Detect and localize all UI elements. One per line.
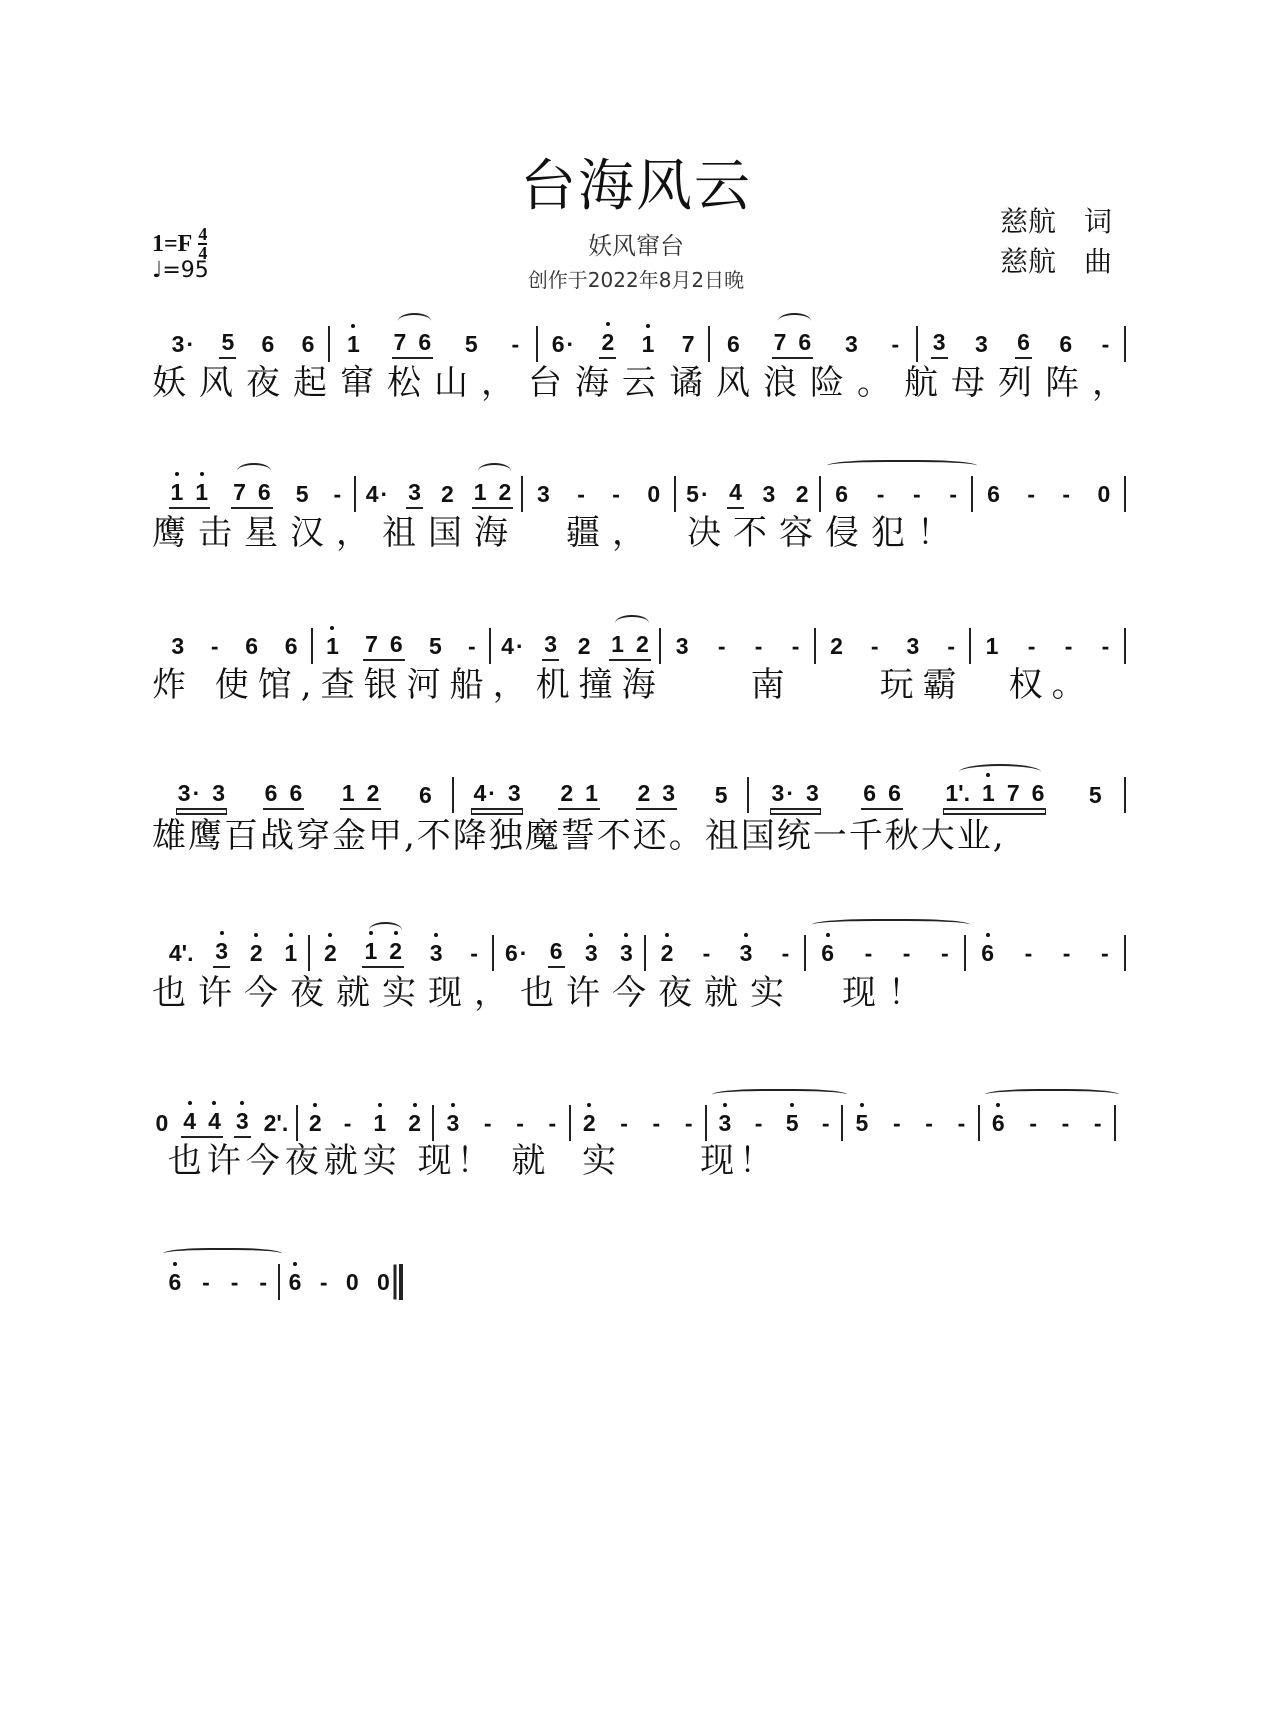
- tie: [712, 1089, 846, 1103]
- beamed-group: [636, 780, 678, 810]
- note: 4'.: [168, 940, 194, 966]
- tie: [827, 460, 978, 474]
- note: 6: [1059, 331, 1073, 357]
- note: 6: [1017, 329, 1030, 355]
- high-octave-dot: [587, 1103, 591, 1107]
- note: 1: [611, 631, 624, 657]
- barline: [1124, 628, 1126, 664]
- high-octave-dot: [744, 933, 748, 937]
- note: 2: [659, 940, 676, 966]
- note: 1: [371, 1110, 388, 1136]
- measure: [843, 1103, 977, 1143]
- high-octave-dot: [328, 933, 332, 937]
- note: 3: [171, 633, 185, 659]
- note: 1: [341, 780, 355, 806]
- note: 3: [213, 938, 230, 964]
- final-barline: [399, 1264, 403, 1300]
- note: 5: [295, 481, 309, 507]
- dash: -: [1101, 331, 1110, 357]
- note: 2'.: [263, 1110, 289, 1136]
- note: 6: [284, 633, 298, 659]
- note: 7: [393, 329, 407, 355]
- slur: [369, 922, 402, 938]
- note: 2: [635, 631, 649, 657]
- dash: -: [202, 1269, 210, 1295]
- time-top: 4: [198, 224, 208, 244]
- high-octave-dot: [434, 933, 438, 937]
- song-title: 台海风云: [520, 154, 752, 219]
- beamed-group: [471, 780, 522, 810]
- composer-credit: [1000, 242, 1112, 282]
- note: 1: [345, 331, 362, 357]
- key-signature: [152, 226, 207, 262]
- high-octave-dot: [173, 1262, 177, 1266]
- lyric-line: 也许今夜就实现，也许今夜就实 现！: [152, 973, 934, 1013]
- note: 3: [444, 1110, 461, 1136]
- dash: -: [947, 633, 955, 659]
- note: 6: [990, 1110, 1007, 1136]
- dash: -: [754, 1110, 763, 1136]
- rest: 0: [377, 1269, 390, 1295]
- note: 1: [585, 780, 598, 806]
- high-octave-dot: [646, 324, 650, 328]
- note: 2: [498, 479, 512, 505]
- high-octave-dot: [313, 1103, 317, 1107]
- dash: -: [941, 940, 949, 966]
- key-label: 1=F: [152, 230, 193, 257]
- dash: -: [781, 940, 790, 966]
- note: 2: [387, 938, 404, 964]
- lyricist-role: 词: [1084, 205, 1113, 238]
- dash: -: [821, 1110, 830, 1136]
- lyricist-credit: [1000, 202, 1112, 242]
- high-octave-dot: [996, 1103, 1000, 1107]
- note: 6: [261, 331, 275, 357]
- dash: -: [511, 331, 520, 357]
- note: 6: [819, 940, 836, 966]
- slur: [478, 463, 511, 479]
- note: 3·: [771, 780, 795, 806]
- note: 3: [507, 780, 521, 806]
- note: 3: [544, 631, 558, 657]
- dash: -: [957, 1110, 966, 1136]
- note: 6: [727, 331, 740, 357]
- note: 5: [464, 331, 478, 357]
- dash: -: [791, 633, 800, 659]
- dash: -: [717, 633, 726, 659]
- note: 6: [987, 481, 1000, 507]
- note: 4·: [365, 481, 389, 507]
- note: 6: [245, 633, 259, 659]
- augmentation-dot: ·: [192, 780, 201, 806]
- note: 6: [419, 782, 432, 808]
- dash: -: [1027, 481, 1035, 507]
- lyric-line: 炸 使馆,查银河船，机撞海 南 玩霸 权。: [152, 665, 1095, 705]
- note: 1: [193, 479, 210, 505]
- note: 4·: [501, 633, 524, 659]
- time-bottom: 4: [198, 243, 208, 263]
- note: 3: [234, 1108, 251, 1134]
- dash: -: [1064, 633, 1073, 659]
- note: 6: [979, 940, 996, 966]
- high-octave-dot: [188, 1101, 192, 1105]
- beamed-group: [770, 780, 821, 810]
- note: 1: [640, 331, 657, 357]
- note: 5: [1088, 782, 1102, 808]
- dash: -: [577, 481, 585, 507]
- note: 1: [362, 938, 379, 964]
- slur: [615, 615, 648, 631]
- high-octave-dot: [289, 933, 293, 937]
- lyric-line: 鹰击星汉，祖国海 疆， 决不容侵犯！: [152, 513, 963, 553]
- slur: [398, 313, 431, 329]
- dash: -: [1101, 633, 1110, 659]
- dash: -: [1101, 940, 1109, 966]
- note: 3: [974, 331, 988, 357]
- note: 5: [854, 1110, 871, 1136]
- note: 5·: [686, 481, 709, 507]
- dash: -: [864, 940, 873, 966]
- dash: -: [925, 1110, 933, 1136]
- dash: -: [230, 1269, 239, 1295]
- augmentation-dot: ·: [566, 331, 575, 357]
- high-octave-dot: [240, 1101, 244, 1105]
- note: 1: [282, 940, 299, 966]
- note: 1: [324, 633, 341, 659]
- composition-date: 创作于2022年8月2日晚: [527, 268, 745, 292]
- barline: [1124, 476, 1126, 512]
- dash: -: [259, 1269, 268, 1295]
- beamed-group: [176, 780, 227, 810]
- dash: -: [684, 1110, 693, 1136]
- note: 3: [906, 633, 920, 659]
- note: 5: [221, 329, 235, 355]
- note: 6: [549, 938, 563, 964]
- rest: 0: [155, 1110, 169, 1136]
- note: 6: [287, 1269, 304, 1295]
- augmentation-dot: ·: [519, 940, 528, 966]
- note: 7: [773, 329, 787, 355]
- note: 6: [264, 780, 278, 806]
- note: 2: [637, 780, 651, 806]
- note: 3: [537, 481, 550, 507]
- beamed-group: [861, 780, 903, 810]
- slur: [237, 463, 270, 479]
- note: 3: [618, 940, 635, 966]
- dash: -: [891, 331, 900, 357]
- note: 6: [389, 631, 403, 657]
- high-octave-dot: [254, 933, 258, 937]
- dash: -: [902, 940, 911, 966]
- dash: -: [470, 940, 478, 966]
- note: 6: [257, 479, 271, 505]
- lyric-line: 妖风夜起窜松山，台海云谲风浪险。航母列阵，: [152, 363, 1139, 403]
- augmentation-dot: ·: [380, 481, 389, 507]
- composer-name: 慈航: [1000, 245, 1057, 278]
- note: 2: [322, 940, 339, 966]
- rest: 0: [1097, 481, 1111, 507]
- song-subtitle: 妖风窜台: [588, 232, 684, 260]
- high-octave-dot: [986, 933, 990, 937]
- dash: -: [333, 481, 342, 507]
- dash: -: [702, 940, 711, 966]
- note: 2: [830, 633, 843, 659]
- note: 6: [888, 780, 901, 806]
- tempo-marking: ♩=95: [152, 258, 209, 283]
- rest: 0: [647, 481, 661, 507]
- augmentation-dot: ·: [515, 633, 524, 659]
- high-octave-dot: [413, 1103, 417, 1107]
- note: 6: [835, 481, 849, 507]
- dash: -: [1061, 1110, 1070, 1136]
- dash: -: [1029, 1110, 1037, 1136]
- barline: [1124, 777, 1126, 813]
- note: 2: [366, 780, 380, 806]
- dash: -: [1093, 1110, 1102, 1136]
- dash: -: [612, 481, 620, 507]
- note: 2: [795, 481, 809, 507]
- high-octave-dot: [330, 626, 334, 630]
- note: 3: [844, 331, 858, 357]
- measure: [966, 933, 1124, 973]
- dash: -: [870, 633, 879, 659]
- note: 1: [985, 633, 999, 659]
- note: 2: [581, 1110, 598, 1136]
- dash: -: [754, 633, 763, 659]
- high-octave-dot: [826, 933, 830, 937]
- note: 3: [212, 780, 226, 806]
- note: 7: [1006, 780, 1020, 806]
- dash: -: [652, 1110, 661, 1136]
- dash: -: [1027, 633, 1036, 659]
- note: 4: [729, 479, 742, 505]
- beamed-group: [340, 780, 382, 810]
- credits: [1000, 202, 1112, 282]
- lyric-line: 雄鹰百战穿金甲,不降独魔誓不还。祖国统一千秋大业,: [152, 816, 1006, 856]
- high-octave-dot: [175, 472, 179, 476]
- note: 2: [560, 780, 574, 806]
- note: 6: [798, 329, 812, 355]
- dash: -: [620, 1110, 628, 1136]
- note: 3: [762, 481, 776, 507]
- note: 6: [418, 329, 432, 355]
- beamed-group: [548, 938, 565, 968]
- rest: 0: [345, 1269, 359, 1295]
- high-octave-dot: [665, 933, 669, 937]
- note: 2: [440, 481, 454, 507]
- note: 2: [248, 940, 265, 966]
- high-octave-dot: [220, 931, 224, 935]
- high-octave-dot: [860, 1103, 864, 1107]
- beamed-group: [362, 938, 404, 968]
- dash: -: [319, 1269, 328, 1295]
- slur: [778, 313, 811, 329]
- dash: -: [1024, 940, 1033, 966]
- note: 3·: [177, 780, 201, 806]
- note: 6: [301, 331, 315, 357]
- note: 6: [166, 1269, 183, 1295]
- note: 3: [675, 633, 689, 659]
- note: 1: [169, 479, 186, 505]
- dash: -: [548, 1110, 557, 1136]
- augmentation-dot: ·: [488, 780, 496, 806]
- beamed-group: [558, 780, 600, 810]
- augmentation-dot: ·: [786, 780, 795, 806]
- dash: -: [468, 633, 476, 659]
- high-octave-dot: [212, 1101, 216, 1105]
- barline: [1114, 1105, 1116, 1141]
- note: 3: [428, 940, 445, 966]
- lyric-line: 也许今夜就实 现！ 就 实 现！: [152, 1141, 779, 1181]
- high-octave-dot: [378, 1103, 382, 1107]
- note: 4: [206, 1108, 223, 1134]
- dash: -: [343, 1110, 352, 1136]
- note: 2: [406, 1110, 423, 1136]
- high-octave-dot: [200, 472, 204, 476]
- note: 3: [717, 1110, 734, 1136]
- note: 3: [806, 780, 819, 806]
- note: 6·: [504, 940, 528, 966]
- note: 3: [583, 940, 600, 966]
- note: 3: [662, 780, 676, 806]
- note: 2: [577, 633, 591, 659]
- note: 1'.: [945, 780, 971, 806]
- high-octave-dot: [451, 1103, 455, 1107]
- beamed-group: [943, 780, 1046, 810]
- note: 3: [738, 940, 755, 966]
- tie: [812, 919, 970, 933]
- augmentation-dot: ·: [700, 481, 709, 507]
- note: 2: [599, 329, 616, 355]
- measure: [973, 474, 1124, 514]
- beamed-group: [213, 938, 230, 968]
- high-octave-dot: [790, 1103, 794, 1107]
- dash: -: [483, 1110, 492, 1136]
- high-octave-dot: [723, 1103, 727, 1107]
- barline: [1124, 935, 1126, 971]
- dash: -: [913, 481, 921, 507]
- composer-role: 曲: [1084, 245, 1113, 278]
- note: 6: [289, 780, 303, 806]
- note: 5: [714, 782, 728, 808]
- dash: -: [949, 481, 958, 507]
- note: 6: [863, 780, 877, 806]
- dash: -: [516, 1110, 524, 1136]
- note: 5: [784, 1110, 801, 1136]
- high-octave-dot: [606, 322, 610, 326]
- lyricist-name: 慈航: [1000, 205, 1057, 238]
- note: 7: [233, 479, 246, 505]
- high-octave-dot: [589, 933, 593, 937]
- notation-row: [158, 1262, 403, 1302]
- slur: [959, 764, 1041, 780]
- dash: -: [210, 633, 219, 659]
- time-signature: [198, 226, 207, 262]
- high-octave-dot: [351, 324, 355, 328]
- tie: [163, 1248, 283, 1262]
- note: 1: [980, 780, 997, 806]
- high-octave-dot: [624, 933, 628, 937]
- note: 3·: [171, 331, 195, 357]
- note: 6: [1031, 780, 1045, 806]
- note: 2: [307, 1110, 324, 1136]
- dash: -: [1062, 940, 1071, 966]
- note: 4: [181, 1108, 198, 1134]
- tie: [985, 1089, 1119, 1103]
- dash: -: [1062, 481, 1071, 507]
- note: 1: [473, 479, 487, 505]
- note: 7: [365, 631, 378, 657]
- note: 3: [932, 329, 946, 355]
- measure: [158, 1262, 278, 1302]
- measure: [280, 1262, 400, 1302]
- augmentation-dot: ·: [186, 331, 195, 357]
- note: 7: [681, 331, 695, 357]
- note: 6·: [551, 331, 575, 357]
- measure: [980, 1103, 1114, 1143]
- note: 4·: [473, 780, 496, 806]
- note: 3: [408, 479, 421, 505]
- high-octave-dot: [293, 1262, 297, 1266]
- note: 5: [428, 633, 442, 659]
- beamed-group: [263, 780, 305, 810]
- dash: -: [876, 481, 885, 507]
- dash: -: [892, 1110, 901, 1136]
